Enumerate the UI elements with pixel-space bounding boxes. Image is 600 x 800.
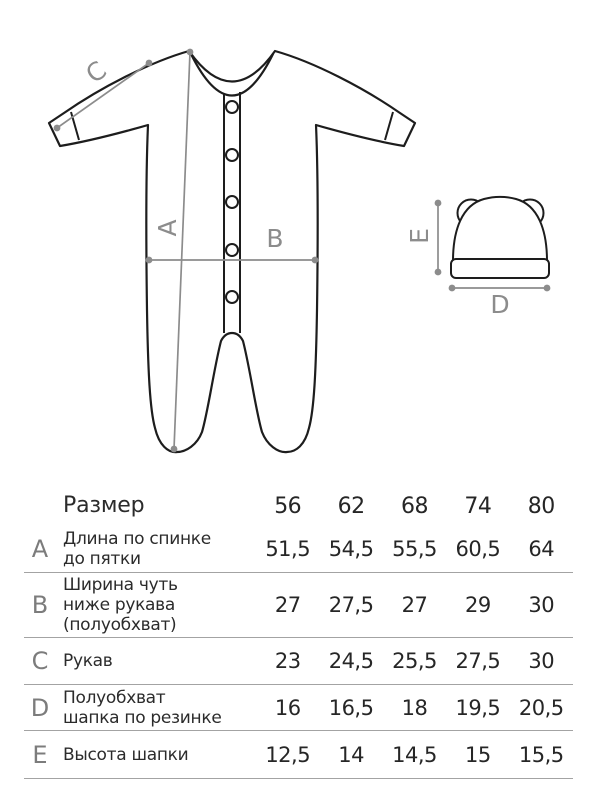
table-row-d	[24, 685, 573, 731]
row-letter: C	[31, 647, 49, 675]
row-label-line: Рукав	[63, 651, 113, 671]
table-row-a	[24, 526, 573, 573]
cell-value: 16,5	[328, 695, 374, 720]
cell-value: 30	[528, 649, 555, 673]
row-label	[56, 745, 256, 765]
row-label	[56, 651, 256, 671]
cell-value: 51,5	[265, 537, 311, 561]
size-80: 80	[527, 493, 555, 519]
cell-value: 16	[274, 695, 301, 720]
row-letter: D	[30, 693, 50, 722]
size-table	[24, 486, 573, 779]
measure-dot	[449, 285, 456, 292]
row-label	[56, 529, 256, 569]
cell-value: 60,5	[455, 537, 501, 561]
measure-dot	[187, 49, 194, 56]
row-letter: E	[32, 740, 48, 769]
measure-dot	[146, 257, 153, 264]
cell-value: 55,5	[392, 537, 437, 561]
row-label-line: Высота шапки	[63, 744, 189, 765]
table-row-e	[24, 731, 573, 779]
cell-value: 23	[274, 649, 301, 673]
cell-value: 19,5	[455, 695, 501, 720]
measure-dot	[435, 200, 442, 207]
snap-button-3	[226, 196, 238, 208]
table-row-c	[24, 638, 573, 685]
cell-value: 18	[401, 695, 428, 720]
measure-dot	[435, 269, 442, 276]
row-letter: A	[31, 535, 49, 563]
snap-button-5	[226, 291, 238, 303]
cell-value: 27	[401, 593, 428, 617]
measure-dot	[312, 257, 319, 264]
cell-value: 30	[528, 593, 555, 617]
cell-value: 54,5	[328, 537, 374, 561]
cell-value: 14	[338, 742, 364, 767]
snap-button-4	[226, 244, 238, 256]
row-label-line: ниже рукава	[63, 595, 176, 615]
measure-label-c: C	[80, 55, 112, 90]
row-letter: B	[31, 591, 49, 619]
size-62: 62	[337, 493, 365, 519]
measure-label-d: D	[490, 290, 510, 319]
measure-dot	[171, 446, 178, 453]
row-label-line: до пятки	[63, 549, 141, 569]
hat-brim	[451, 259, 549, 278]
measure-dot	[54, 125, 61, 132]
cell-value: 64	[528, 537, 555, 561]
size-68: 68	[400, 493, 428, 519]
cell-value: 15,5	[518, 742, 564, 767]
measure-dot	[146, 60, 153, 67]
measure-label-e: E	[404, 228, 434, 244]
size-header-label: Размер	[63, 493, 145, 518]
row-label-line: Длина по спинке	[63, 529, 211, 549]
size-56: 56	[274, 493, 302, 519]
cell-value: 27,5	[455, 649, 501, 673]
row-label-line: Ширина чуть	[63, 575, 178, 595]
cell-value: 27	[274, 593, 301, 617]
cell-value: 20,5	[518, 695, 564, 720]
snap-button-1	[226, 101, 238, 113]
table-row-b	[24, 573, 573, 638]
snap-button-2	[226, 149, 238, 161]
row-label	[56, 575, 256, 635]
cell-value: 24,5	[328, 649, 374, 673]
cell-value: 25,5	[392, 649, 437, 673]
table-header-row	[24, 486, 573, 526]
cell-value: 14,5	[392, 742, 437, 767]
row-label	[56, 688, 256, 728]
cell-value: 29	[465, 593, 491, 617]
measure-label-a: A	[152, 219, 182, 237]
measure-dot	[544, 285, 551, 292]
cell-value: 15	[465, 742, 491, 767]
row-label-line: (полуобхват)	[63, 615, 177, 635]
cell-value: 27,5	[328, 593, 374, 617]
cell-value: 12,5	[265, 742, 311, 767]
row-label-line: шапка по резинке	[63, 707, 222, 728]
size-74: 74	[464, 493, 492, 519]
measure-label-b: B	[266, 224, 284, 253]
row-label-line: Полуобхват	[63, 687, 166, 708]
